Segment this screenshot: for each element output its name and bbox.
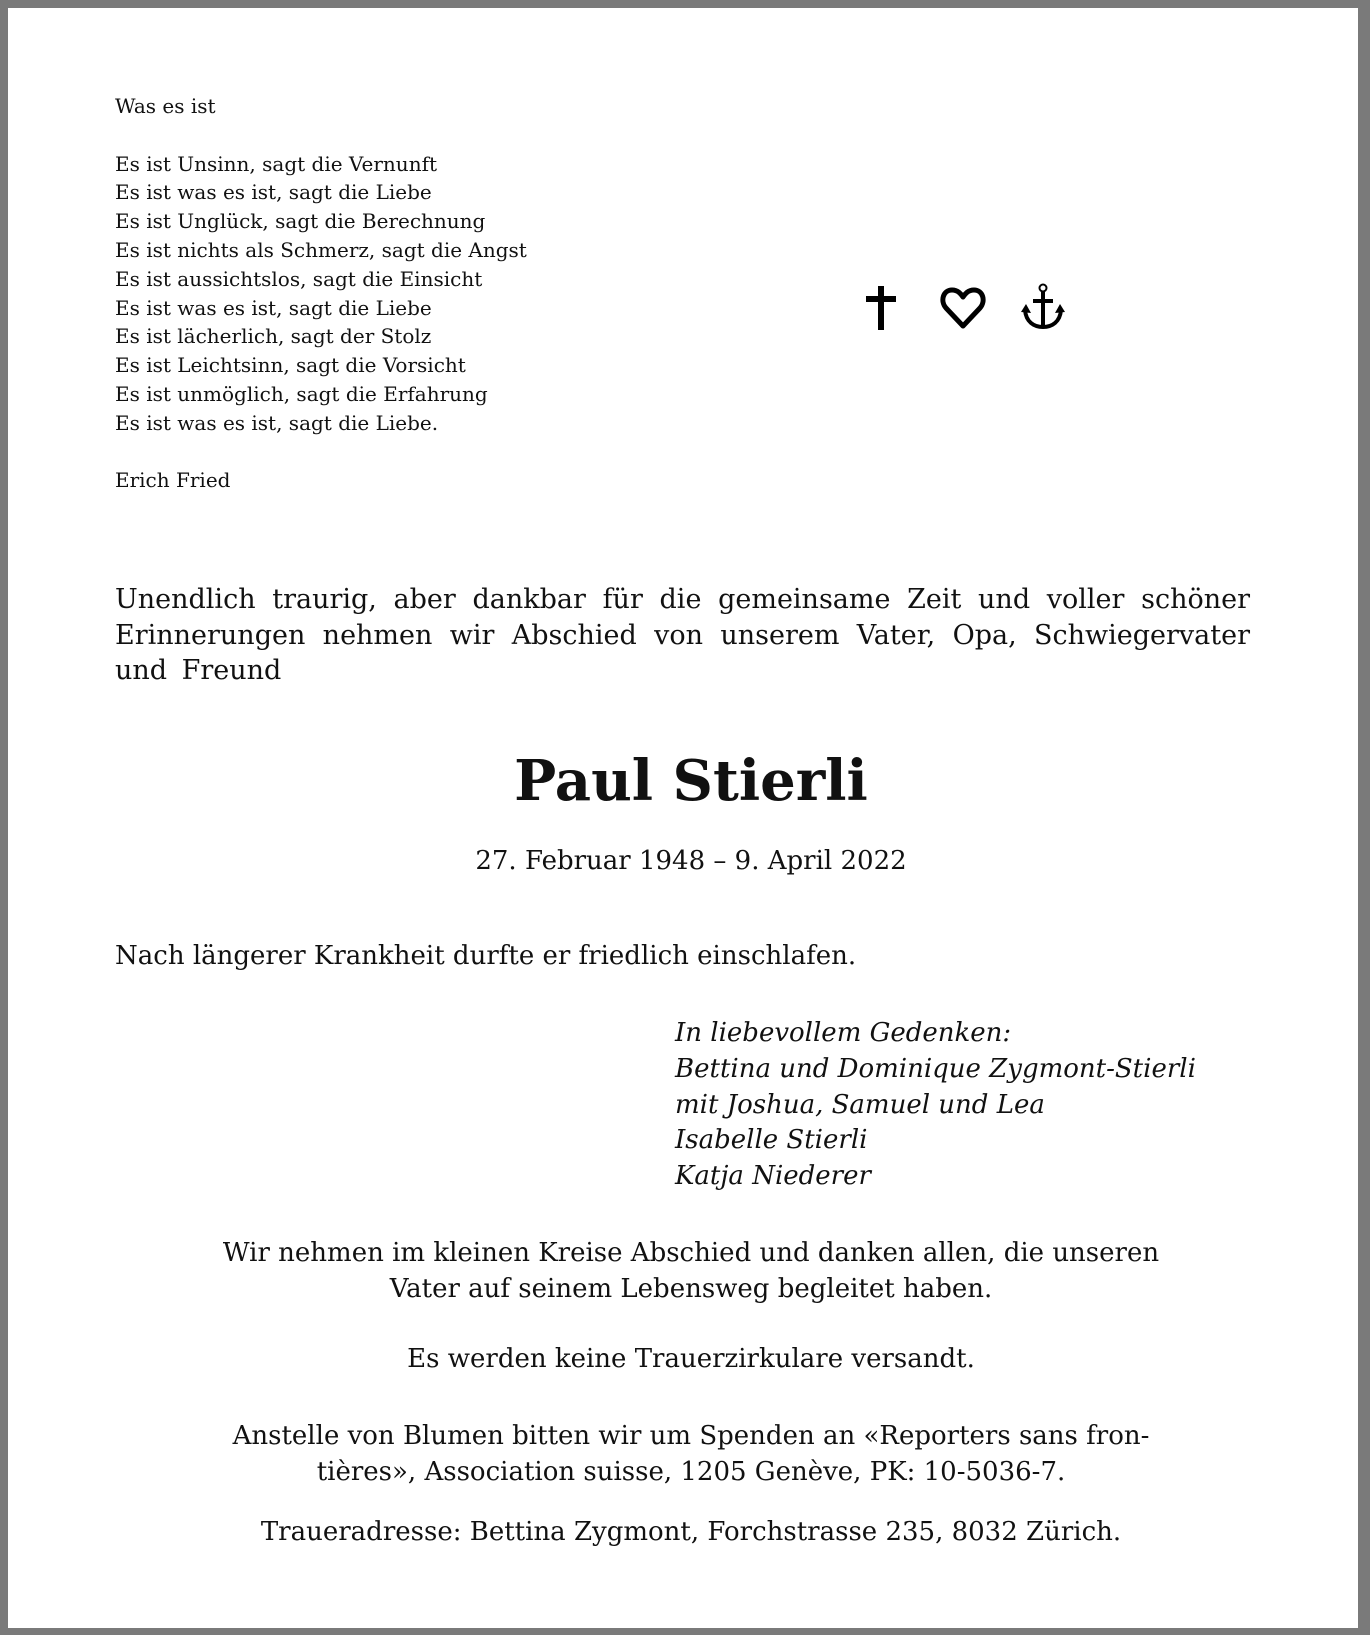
no-circulars-note: Es werden keine Trauerzirkulare versandt. xyxy=(407,1344,975,1374)
mourning-address: Traueradresse: Bettina Zygmont, Forchstrasse 235, 8032 Zürich. xyxy=(260,1517,1122,1547)
cross-icon xyxy=(860,282,902,334)
donation-text xyxy=(8,1419,1370,1490)
mourners-heading: In liebevollem Gedenken: xyxy=(675,1018,1012,1048)
poem xyxy=(115,92,527,495)
poem-author: Erich Fried xyxy=(115,468,231,493)
death-note: Nach längerer Krankheit durfte er friedlich einschlafen. xyxy=(115,941,857,971)
poem-line: Es ist was es ist, sagt die Liebe xyxy=(115,180,432,205)
life-dates: 27. Februar 1948 – 9. April 2022 xyxy=(475,846,907,876)
symbols xyxy=(860,282,1062,334)
donation-line: Anstelle von Blumen bitten wir um Spenden an «Reporters sans fron- xyxy=(232,1421,1150,1451)
intro-text: Unendlich traurig, aber dankbar für die gemeinsame Zeit und voller schöner Erinnerungen nehmen wir Abschied von unserem Vater, Opa, Schwiegervater und Freund xyxy=(115,584,1250,686)
poem-line: Es ist aussichtslos, sagt die Einsicht xyxy=(115,266,483,291)
poem-line: Es ist nichts als Schmerz, sagt die Angst xyxy=(115,237,527,262)
donation-line: tières», Association suisse, 1205 Genève, PK: 10-5036-7. xyxy=(316,1456,1066,1487)
anchor-icon xyxy=(1020,282,1062,334)
farewell-line: Vater auf seinem Lebensweg begleitet haben. xyxy=(389,1273,993,1304)
poem-line: Es ist was es ist, sagt die Liebe xyxy=(115,295,432,320)
mourner-line: Katja Niederer xyxy=(675,1161,871,1192)
poem-line: Es ist Leichtsinn, sagt die Vorsicht xyxy=(115,353,466,378)
mourner-line: Bettina und Dominique Zygmont-Stierli xyxy=(675,1053,1196,1084)
mourners-block xyxy=(675,1016,1196,1195)
poem-line: Es ist lächerlich, sagt der Stolz xyxy=(115,324,432,349)
poem-line: Es ist Unglück, sagt die Berechnung xyxy=(115,209,486,234)
mourner-line: mit Joshua, Samuel und Lea xyxy=(675,1089,1045,1120)
poem-line: Es ist was es ist, sagt die Liebe. xyxy=(115,410,439,435)
heart-icon xyxy=(940,282,982,334)
poem-line: Es ist Unsinn, sagt die Vernunft xyxy=(115,151,438,176)
poem-line: Es ist unmöglich, sagt die Erfahrung xyxy=(115,381,488,406)
poem-title: Was es ist xyxy=(115,94,216,118)
farewell-text xyxy=(8,1236,1370,1307)
obituary-page xyxy=(8,8,1358,1628)
deceased-name: Paul Stierli xyxy=(514,748,868,814)
farewell-line: Wir nehmen im kleinen Kreise Abschied und danken allen, die unseren xyxy=(222,1238,1160,1268)
mourner-line: Isabelle Stierli xyxy=(675,1125,868,1156)
